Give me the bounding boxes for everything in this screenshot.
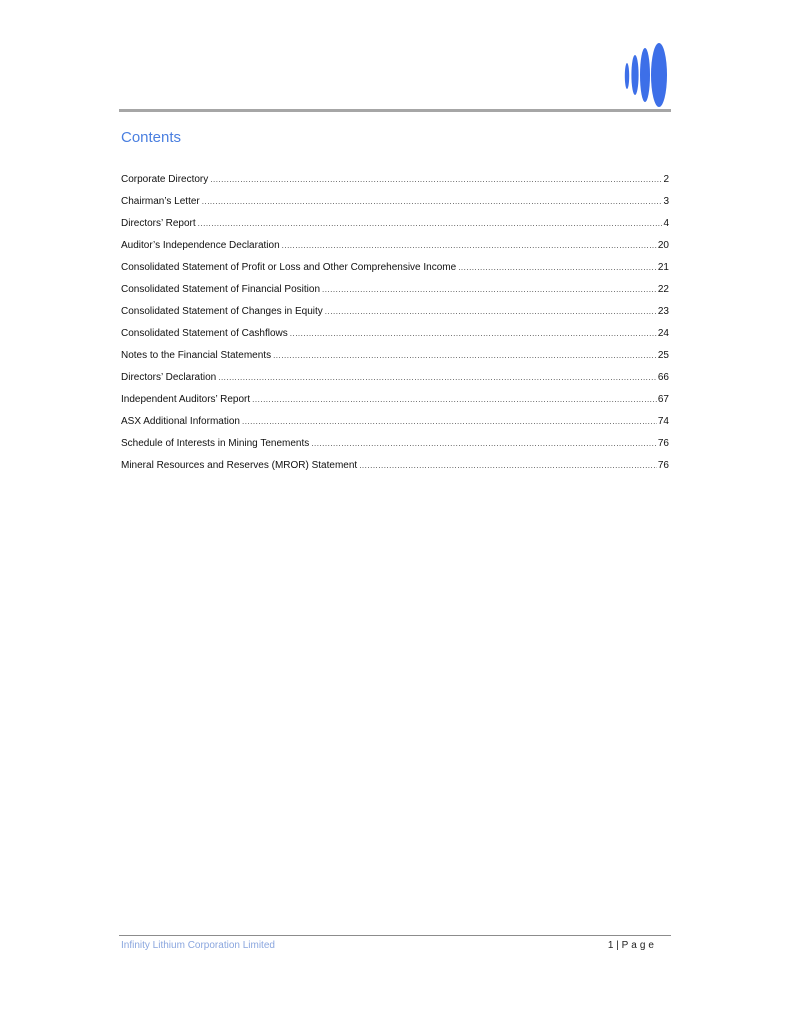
toc-entry-label: Directors’ Declaration — [121, 372, 217, 383]
toc-entry[interactable] — [121, 436, 669, 458]
toc-entry[interactable] — [121, 392, 669, 414]
page-word: Page — [621, 940, 657, 951]
toc-entry[interactable] — [121, 414, 669, 436]
toc-entry-page: 21 — [657, 262, 669, 273]
toc-dot-leader — [282, 238, 657, 254]
logo-bar-2 — [631, 55, 638, 95]
toc-dot-leader — [218, 370, 657, 386]
table-of-contents — [121, 172, 669, 480]
toc-entry-label: Auditor’s Independence Declaration — [121, 240, 280, 251]
toc-entry-label: Consolidated Statement of Profit or Loss and Other Comprehensive Income — [121, 262, 457, 273]
toc-entry[interactable] — [121, 194, 669, 216]
footer-divider — [119, 935, 671, 936]
toc-entry-page: 24 — [657, 328, 669, 339]
toc-entry-label: Consolidated Statement of Changes in Equity — [121, 306, 323, 317]
toc-dot-leader — [242, 414, 657, 430]
toc-dot-leader — [325, 304, 657, 320]
toc-entry[interactable] — [121, 282, 669, 304]
toc-entry[interactable] — [121, 172, 669, 194]
toc-entry-label: ASX Additional Information — [121, 416, 240, 427]
toc-entry-page: 23 — [657, 306, 669, 317]
toc-entry-page: 20 — [657, 240, 669, 251]
footer-page-number — [608, 939, 657, 953]
toc-entry-page: 2 — [663, 174, 669, 185]
toc-entry-page: 74 — [657, 416, 669, 427]
toc-entry-page: 4 — [663, 218, 669, 229]
toc-entry-page: 3 — [663, 196, 669, 207]
toc-dot-leader — [458, 260, 657, 276]
toc-dot-leader — [202, 194, 663, 210]
page-separator: | — [616, 940, 619, 951]
toc-dot-leader — [273, 348, 657, 364]
toc-entry[interactable] — [121, 260, 669, 282]
toc-entry[interactable] — [121, 216, 669, 238]
toc-entry-label: Consolidated Statement of Cashflows — [121, 328, 288, 339]
toc-entry-label: Chairman’s Letter — [121, 196, 200, 207]
toc-entry[interactable] — [121, 458, 669, 480]
toc-entry-page: 66 — [657, 372, 669, 383]
toc-entry[interactable] — [121, 238, 669, 260]
toc-entry-page: 25 — [657, 350, 669, 361]
toc-entry[interactable] — [121, 370, 669, 392]
toc-dot-leader — [198, 216, 663, 232]
logo-bar-4 — [651, 43, 667, 107]
toc-entry-page: 22 — [657, 284, 669, 295]
toc-entry[interactable] — [121, 326, 669, 348]
toc-entry[interactable] — [121, 304, 669, 326]
toc-entry-label: Schedule of Interests in Mining Tenements — [121, 438, 310, 449]
page-number: 1 — [607, 940, 614, 951]
toc-entry-label: Mineral Resources and Reserves (MROR) Statement — [121, 460, 358, 471]
toc-entry-page: 67 — [657, 394, 669, 405]
toc-entry-label: Independent Auditors’ Report — [121, 394, 251, 405]
toc-entry-page: 76 — [657, 438, 669, 449]
page-title: Contents — [121, 129, 182, 146]
toc-dot-leader — [252, 392, 657, 408]
toc-entry-page: 76 — [657, 460, 669, 471]
logo-bar-3 — [640, 48, 650, 102]
toc-dot-leader — [322, 282, 657, 298]
toc-dot-leader — [311, 436, 657, 452]
toc-entry-label: Corporate Directory — [121, 174, 209, 185]
toc-dot-leader — [359, 458, 657, 474]
header-divider — [119, 109, 671, 112]
toc-entry-label: Consolidated Statement of Financial Position — [121, 284, 321, 295]
footer-company-name: Infinity Lithium Corporation Limited — [121, 940, 275, 951]
toc-entry-label: Notes to the Financial Statements — [121, 350, 272, 361]
toc-entry[interactable] — [121, 348, 669, 370]
company-logo-icon — [622, 42, 672, 108]
toc-entry-label: Directors’ Report — [121, 218, 196, 229]
toc-dot-leader — [290, 326, 657, 342]
logo-bar-1 — [625, 63, 629, 89]
toc-dot-leader — [210, 172, 662, 188]
